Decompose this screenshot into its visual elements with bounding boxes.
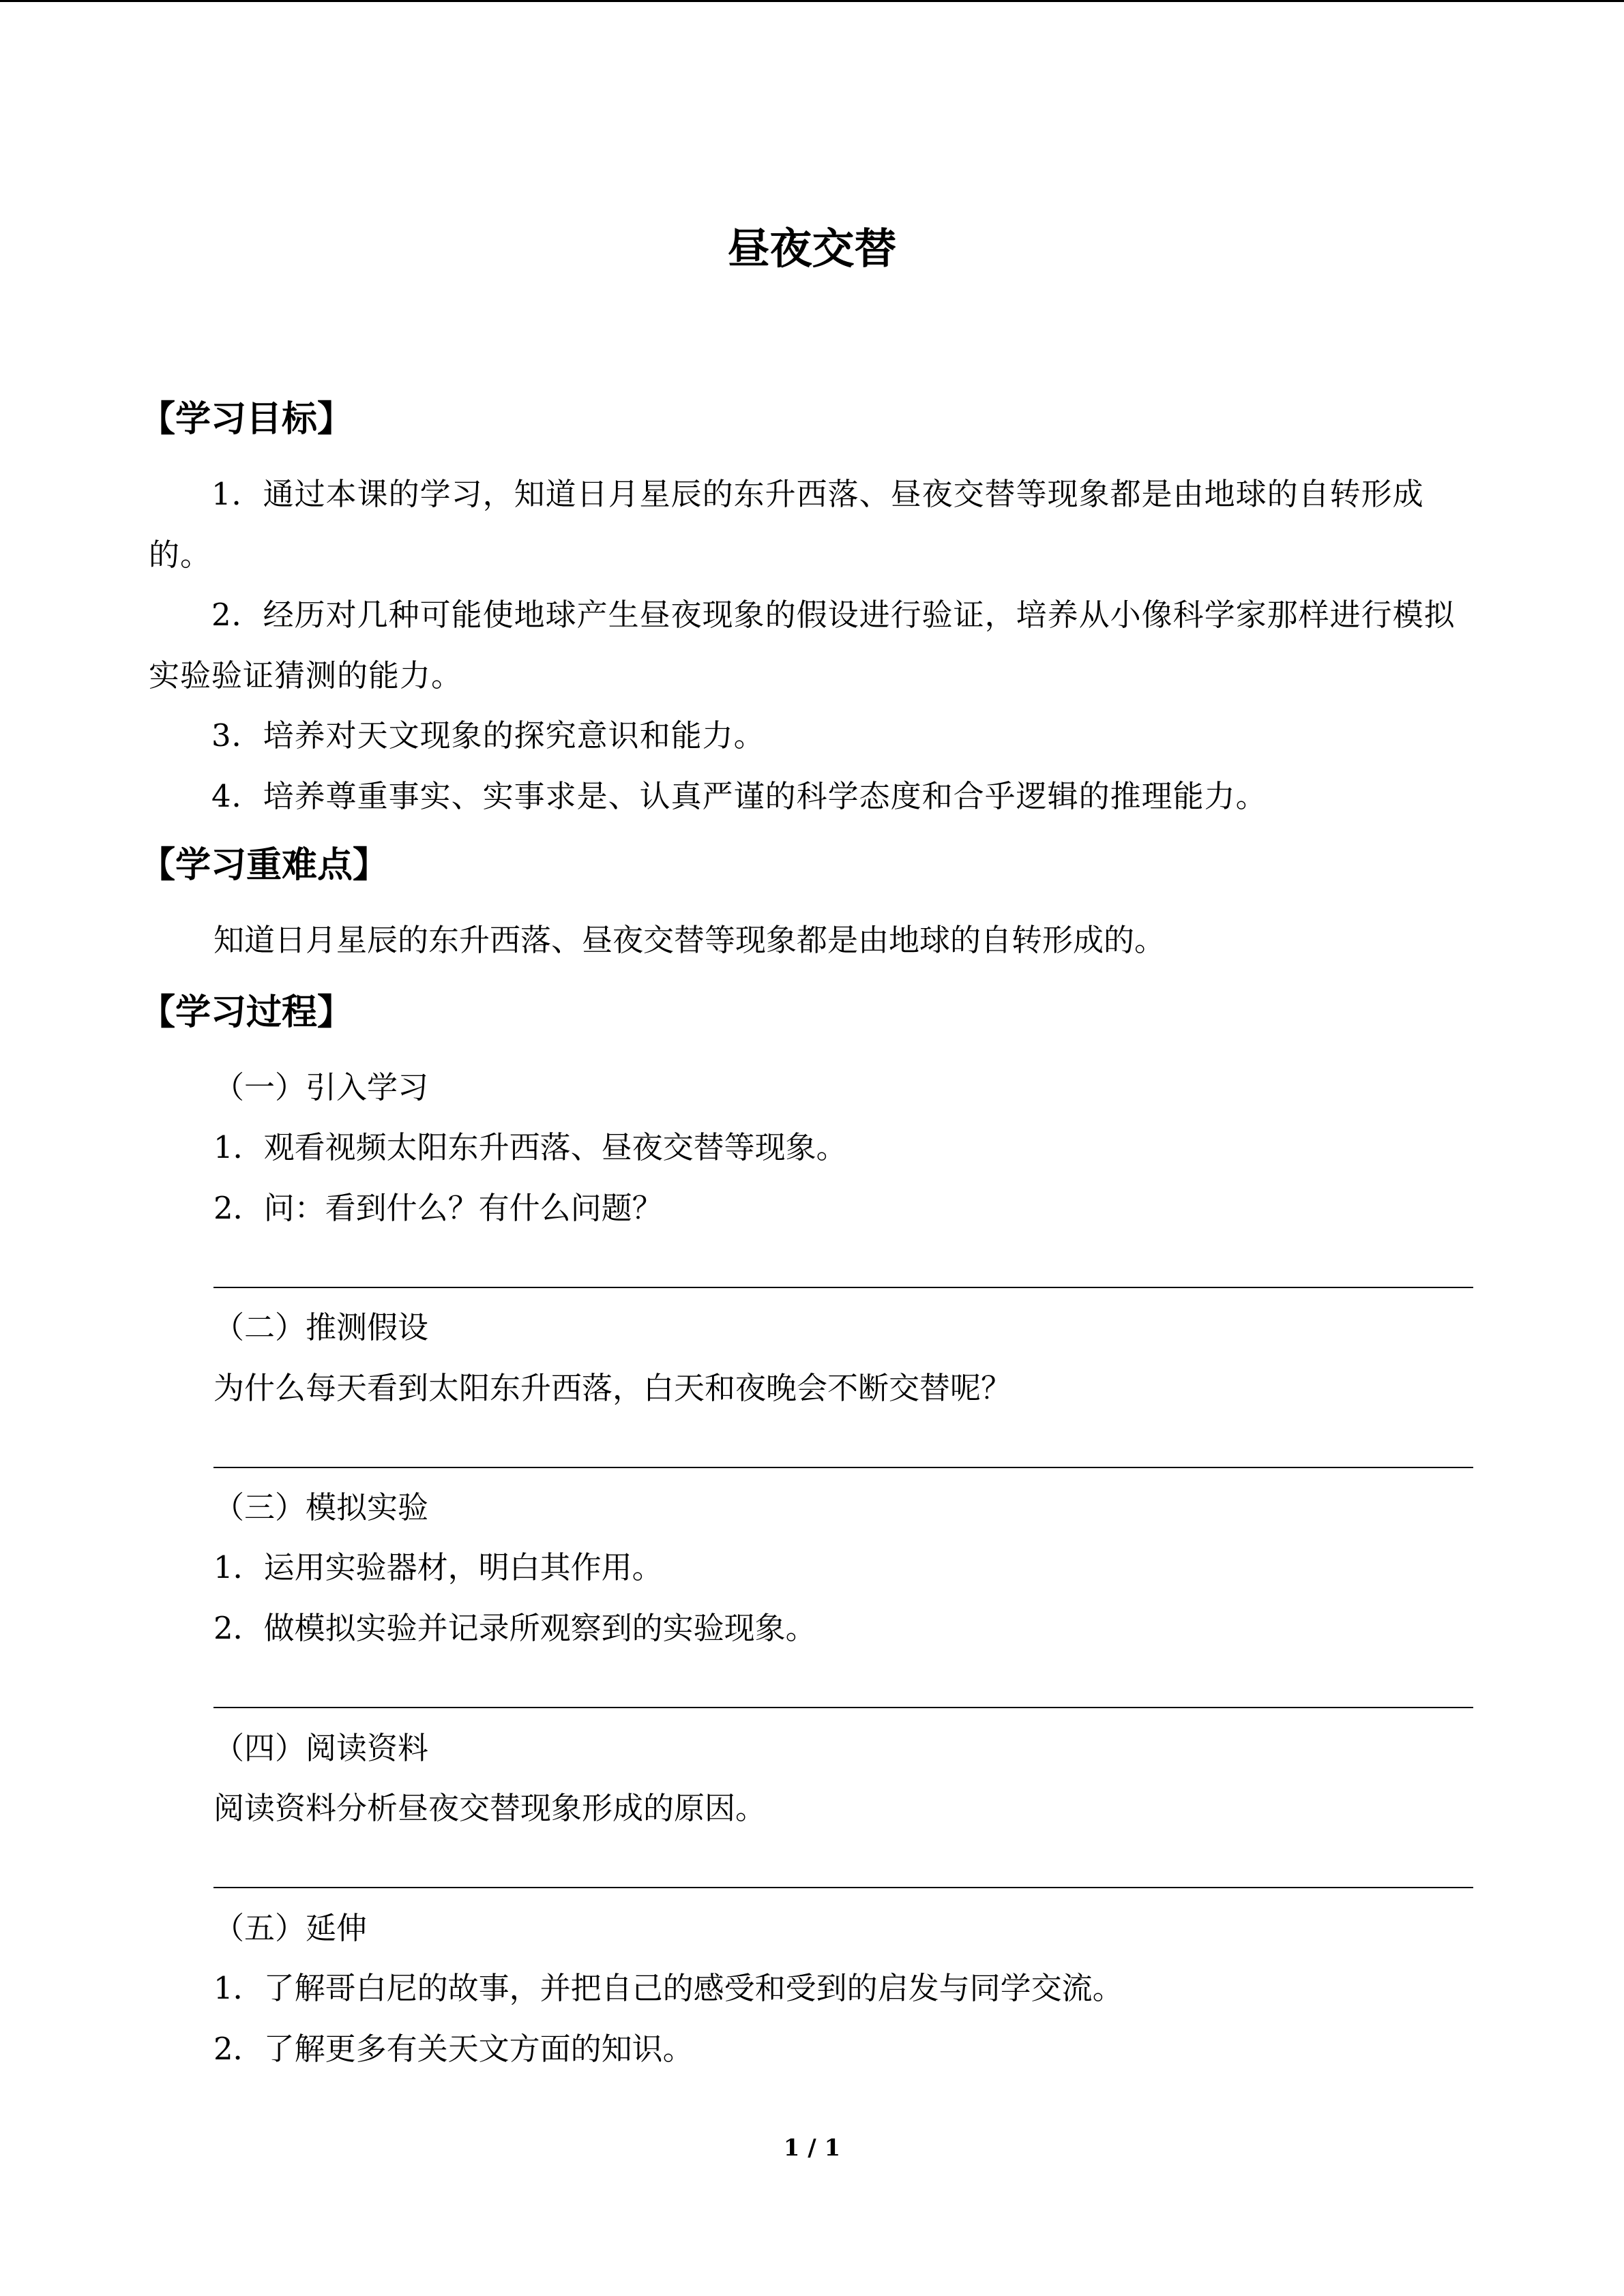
process-line: 1．运用实验器材，明白其作用。 [213,1549,663,1585]
process-line: 为什么每天看到太阳东升西落，白天和夜晚会不断交替呢？ [213,1370,1012,1406]
objective-item: 2．经历对几种可能使地球产生昼夜现象的假设进行验证，培养从小像科学家那样进行模拟实验验证猜测的能力。 [149,597,1456,694]
section-heading-process: 【学习过程】 [140,992,353,1033]
process-line: 2．做模拟实验并记录所观察到的实验现象。 [213,1610,816,1646]
page-number: 1 / 1 [783,2134,841,2162]
process-part-title: （四）阅读资料 [213,1730,429,1766]
process-part-title: （一）引入学习 [213,1069,429,1105]
process-part-title: （三）模拟实验 [213,1489,429,1525]
objective-item: 4．培养尊重事实、实事求是、认真严谨的科学态度和合乎逻辑的推理能力。 [211,778,1267,814]
answer-line [213,1887,1473,1888]
answer-line [213,1287,1473,1288]
process-line: 1．了解哥白尼的故事，并把自己的感受和受到的启发与同学交流。 [213,1970,1123,2006]
process-line: 阅读资料分析昼夜交替现象形成的原因。 [213,1790,767,1826]
process-part-title: （二）推测假设 [213,1309,429,1345]
process-part-title: （五）延伸 [213,1910,368,1946]
page-title: 昼夜交替 [727,224,897,273]
answer-line [213,1467,1473,1468]
section-heading-objectives: 【学习目标】 [140,399,353,440]
section-heading-key-points: 【学习重难点】 [140,845,389,886]
objective-item: 3．培养对天文现象的探究意识和能力。 [211,717,765,754]
answer-line [213,1707,1473,1708]
key-points-text: 知道日月星辰的东升西落、昼夜交替等现象都是由地球的自转形成的。 [213,922,1166,958]
process-line: 2．问：看到什么？有什么问题？ [213,1190,663,1226]
process-line: 2．了解更多有关天文方面的知识。 [213,2031,694,2067]
page-top-border [0,0,1624,2]
process-line: 1．观看视频太阳东升西落、昼夜交替等现象。 [213,1129,847,1165]
objective-item: 1．通过本课的学习，知道日月星辰的东升西落、昼夜交替等现象都是由地球的自转形成的。 [149,476,1424,573]
